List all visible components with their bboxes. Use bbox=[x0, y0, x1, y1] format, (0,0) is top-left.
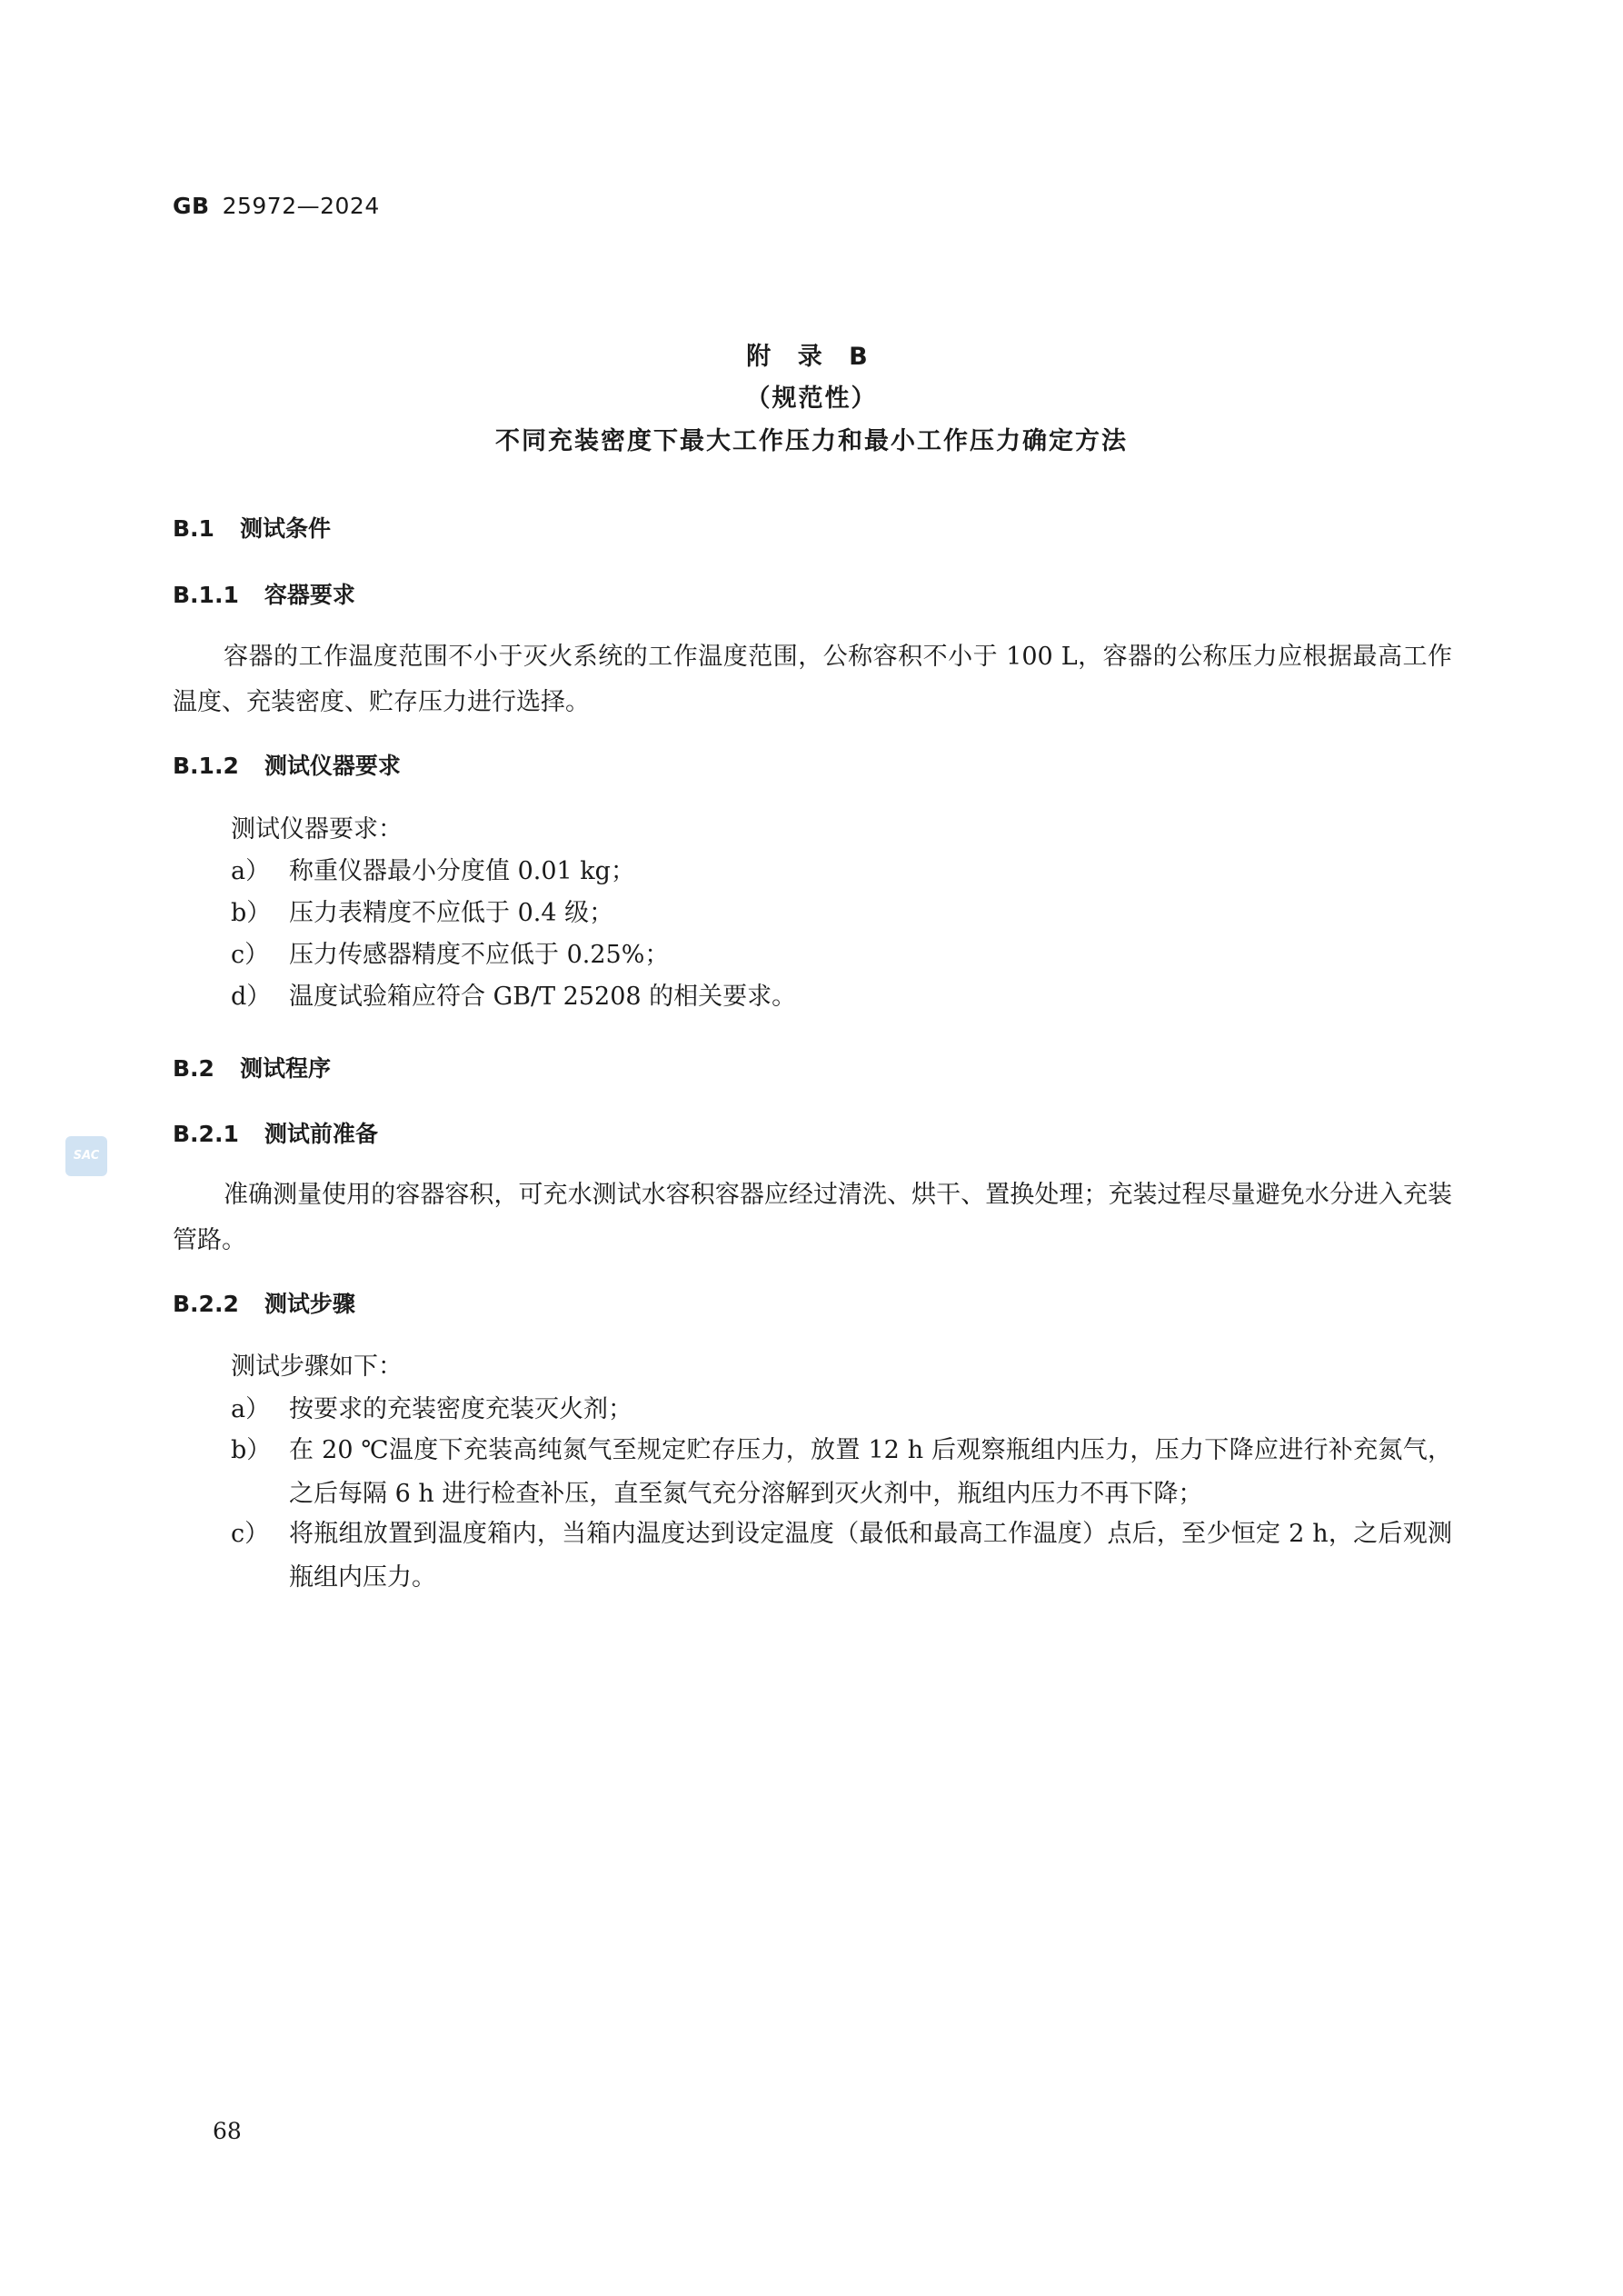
list-marker: c） bbox=[231, 941, 270, 969]
list-marker: b） bbox=[231, 899, 272, 927]
list-item bbox=[231, 892, 1452, 935]
section-number: B.2.1 bbox=[173, 1121, 239, 1147]
standard-number: 25972—2024 bbox=[222, 193, 380, 219]
list-text: 压力表精度不应低于 0.4 级； bbox=[289, 899, 614, 927]
intro-b12: 测试仪器要求： bbox=[231, 815, 403, 844]
list-marker: d） bbox=[231, 983, 272, 1011]
list-item bbox=[231, 1512, 1452, 1600]
section-title: 测试程序 bbox=[239, 1055, 331, 1082]
section-heading-b22 bbox=[173, 1286, 355, 1319]
list-marker: a） bbox=[231, 1395, 271, 1423]
section-heading-b12 bbox=[173, 748, 401, 781]
section-heading-b2 bbox=[173, 1051, 331, 1083]
list-text: 将瓶组放置到温度箱内，当箱内温度达到设定温度（最低和最高工作温度）点后，至少恒定 2 h，之后观测瓶组内压力。 bbox=[289, 1520, 1452, 1592]
list-marker: b） bbox=[231, 1436, 272, 1464]
list-marker: a） bbox=[231, 857, 271, 885]
list-text: 按要求的充装密度充装灭火剂； bbox=[289, 1395, 632, 1423]
list-text: 称重仪器最小分度值 0.01 kg； bbox=[289, 857, 635, 885]
list-marker: c） bbox=[231, 1520, 270, 1548]
page-number: 68 bbox=[213, 2118, 242, 2144]
list-text: 温度试验箱应符合 GB/T 25208 的相关要求。 bbox=[289, 983, 797, 1011]
list-item bbox=[231, 1429, 1452, 1516]
section-title: 测试仪器要求 bbox=[264, 753, 401, 779]
list-text: 压力传感器精度不应低于 0.25%； bbox=[289, 941, 670, 969]
intro-b22: 测试步骤如下： bbox=[231, 1353, 403, 1381]
section-number: B.1.1 bbox=[173, 582, 239, 608]
section-number: B.2 bbox=[173, 1055, 214, 1082]
paragraph-b11: 容器的工作温度范围不小于灭火系统的工作温度范围，公称容积不小于 100 L，容器的公称压力应根据最高工作温度、充装密度、贮存压力进行选择。 bbox=[173, 643, 1452, 716]
list-text: 在 20 ℃温度下充装高纯氮气至规定贮存压力，放置 12 h 后观察瓶组内压力，压力下降应进行补充氮气，之后每隔 6 h 进行检查补压，直至氮气充分溶解到灭火剂中，瓶组内压力不再下降； bbox=[289, 1436, 1452, 1508]
paragraph-b21: 准确测量使用的容器容积，可充水测试水容积容器应经过清洗、烘干、置换处理；充装过程尽量避免水分进入充装管路。 bbox=[173, 1181, 1452, 1254]
appendix-title: 附 录 B bbox=[746, 343, 877, 371]
list-item bbox=[231, 933, 1452, 977]
section-number: B.1.2 bbox=[173, 753, 239, 779]
sac-watermark-logo: SAC bbox=[65, 1136, 107, 1176]
list-item bbox=[231, 1388, 1452, 1432]
section-title: 测试条件 bbox=[239, 515, 331, 542]
list-item bbox=[231, 975, 1452, 1019]
appendix-name: 不同充装密度下最大工作压力和最小工作压力确定方法 bbox=[495, 427, 1128, 455]
section-number: B.1 bbox=[173, 515, 214, 542]
section-number: B.2.2 bbox=[173, 1291, 239, 1317]
section-title: 容器要求 bbox=[264, 582, 355, 608]
appendix-type: （规范性） bbox=[745, 384, 878, 413]
standard-prefix: GB bbox=[173, 193, 210, 219]
section-title: 测试步骤 bbox=[264, 1291, 355, 1317]
list-item bbox=[231, 850, 1452, 893]
section-heading-b21 bbox=[173, 1116, 378, 1149]
standard-code bbox=[173, 193, 380, 219]
section-title: 测试前准备 bbox=[264, 1121, 378, 1147]
section-heading-b1 bbox=[173, 511, 331, 544]
section-heading-b11 bbox=[173, 577, 355, 610]
